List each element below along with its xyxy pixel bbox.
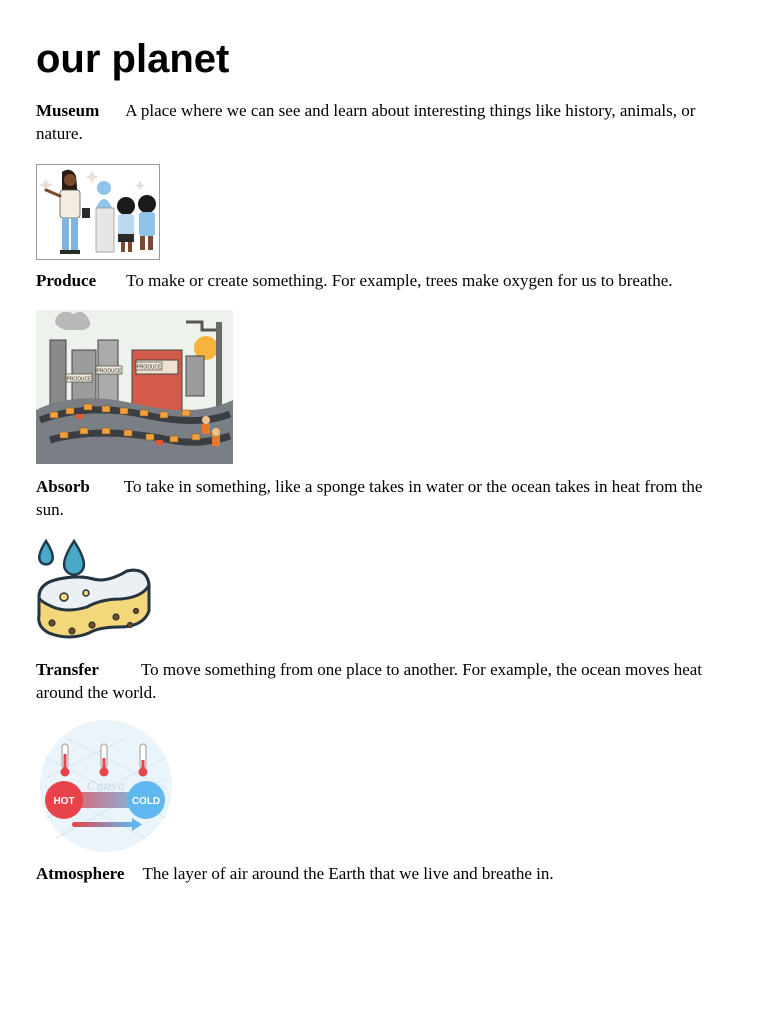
hot-label: HOT	[53, 796, 75, 807]
term-absorb: Absorb	[36, 477, 90, 496]
term-museum: Museum	[36, 101, 100, 120]
definition-absorb: To take in something, like a sponge takes in water or the ocean takes in heat from the sun.	[36, 477, 703, 519]
definition-museum: A place where we can see and learn about interesting things like history, animals, or nature.	[36, 101, 696, 143]
watermark-text: Canva	[87, 779, 125, 793]
sponge-illustration	[36, 537, 152, 647]
cold-label: COLD	[131, 796, 161, 807]
term-transfer: Transfer	[36, 660, 99, 679]
definition-produce: To make or create something. For example, trees make oxygen for us to breathe.	[126, 271, 673, 290]
heat-transfer-illustration	[36, 718, 176, 854]
museum-illustration	[36, 164, 160, 260]
definition-transfer: To move something from one place to another. For example, the ocean moves heat around the world.	[36, 660, 703, 702]
definition-atmosphere: The layer of air around the Earth that we live and breathe in.	[142, 864, 554, 883]
factory-illustration	[36, 310, 233, 464]
term-produce: Produce	[36, 271, 97, 290]
factory-label-3: PRODUCE	[136, 364, 162, 371]
entry-atmosphere	[36, 862, 732, 885]
entry-absorb	[36, 475, 732, 521]
factory-label-2: PRODUCE	[96, 368, 122, 375]
entry-museum	[36, 99, 732, 145]
entry-transfer	[36, 658, 732, 704]
page-title: our planet	[36, 37, 230, 81]
term-atmosphere: Atmosphere	[36, 864, 125, 883]
factory-label-1: PRODUCE	[66, 376, 92, 383]
entry-produce	[36, 269, 732, 292]
